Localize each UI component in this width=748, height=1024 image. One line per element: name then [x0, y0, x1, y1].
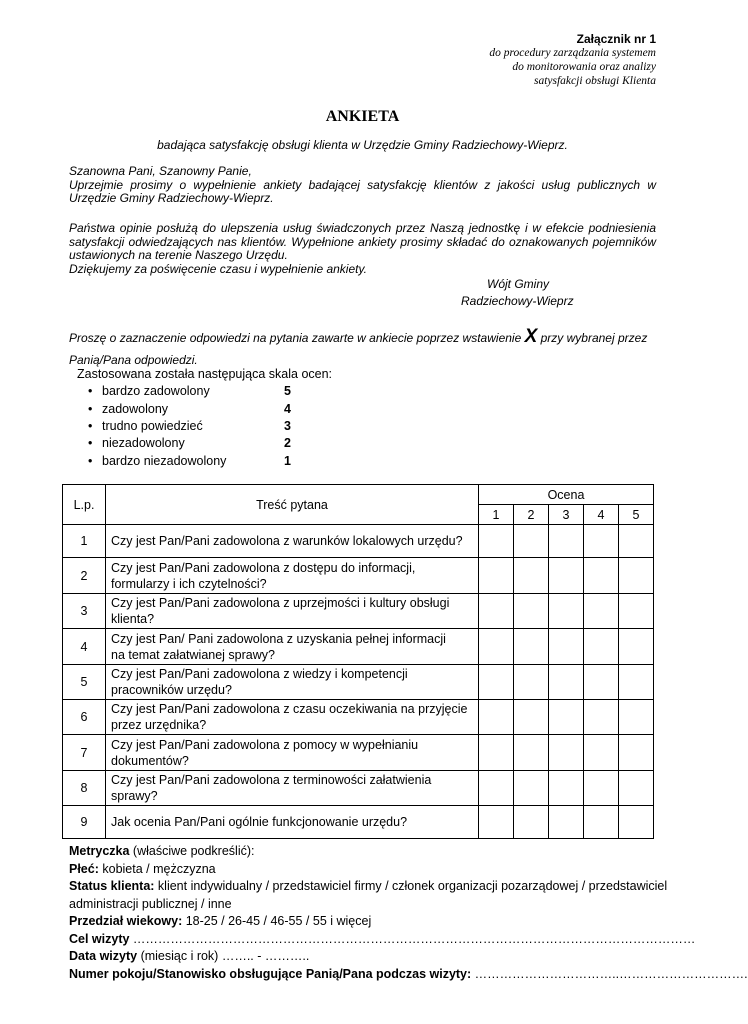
annex-line: satysfakcji obsługi Klienta: [533, 75, 656, 87]
mark-symbol: X: [524, 326, 538, 347]
rating-cell-1[interactable]: [479, 771, 514, 806]
bullet-icon: •: [88, 402, 93, 416]
annex-title: Załącznik nr 1: [576, 32, 656, 46]
instruction-text: Proszę o zaznaczenie odpowiedzi na pytania zawarte w ankiecie poprzez wstawienie: [69, 331, 525, 345]
scale-value: 1: [284, 454, 291, 468]
rating-column-1: 1: [479, 505, 514, 525]
rating-cell-1[interactable]: [479, 735, 514, 771]
date-field[interactable]: (miesiąc i rok) …….. - ………..: [137, 949, 310, 963]
purpose-block: [69, 222, 656, 276]
status-label: Status klienta:: [69, 879, 155, 893]
status-line: [69, 878, 669, 913]
gender-options[interactable]: kobieta / mężczyzna: [98, 861, 216, 876]
rating-cell-5[interactable]: [619, 629, 654, 665]
table-row: [63, 558, 654, 594]
rating-cell-5[interactable]: [619, 525, 654, 558]
rating-cell-2[interactable]: [514, 629, 549, 665]
rating-cell-4[interactable]: [584, 558, 619, 594]
rating-cell-2[interactable]: [514, 771, 549, 806]
rating-cell-5[interactable]: [619, 594, 654, 629]
scale-item: [88, 384, 291, 401]
rating-cell-2[interactable]: [514, 806, 549, 839]
metrics-section: [69, 843, 748, 983]
age-label: Przedział wiekowy:: [69, 914, 183, 928]
question-cell: [106, 525, 479, 558]
rating-cell-1[interactable]: [479, 594, 514, 629]
table-row: [63, 806, 654, 839]
instruction-text: przy wybranej przez Panią/Pana odpowiedzi.: [69, 331, 648, 367]
table-row: [63, 700, 654, 735]
rating-cell-2[interactable]: [514, 700, 549, 735]
rating-cell-3[interactable]: [549, 700, 584, 735]
rating-cell-5[interactable]: [619, 771, 654, 806]
question-text: klienta?: [111, 612, 155, 626]
rating-cell-2[interactable]: [514, 665, 549, 700]
rating-cell-1[interactable]: [479, 629, 514, 665]
question-text: Czy jest Pan/Pani zadowolona z czasu oczekiwania na przyjęcie: [111, 702, 468, 716]
rating-column-4: 4: [584, 505, 619, 525]
rating-cell-3[interactable]: [549, 594, 584, 629]
purpose-field[interactable]: ………………………………………………………………………………………………………………………: [129, 931, 696, 946]
table-row: [63, 735, 654, 771]
rating-cell-5[interactable]: [619, 806, 654, 839]
rating-cell-1[interactable]: [479, 665, 514, 700]
bullet-icon: •: [88, 454, 93, 468]
age-line: [69, 913, 669, 931]
metrics-title-line: [69, 843, 669, 861]
question-text: na temat załatwianej sprawy?: [111, 647, 275, 662]
rating-cell-4[interactable]: [584, 700, 619, 735]
table-row: [63, 594, 654, 629]
question-text: sprawy?: [111, 789, 158, 803]
table-row: [63, 629, 654, 665]
rating-cell-5[interactable]: [619, 700, 654, 735]
scale-value: 4: [284, 402, 291, 416]
header-lp: L.p.: [63, 485, 106, 525]
rating-cell-3[interactable]: [549, 735, 584, 771]
purpose-line: [69, 931, 696, 949]
question-cell: [106, 629, 479, 665]
instruction: [69, 326, 659, 371]
table-header-row: [63, 485, 654, 505]
scale-item: [88, 454, 291, 471]
rating-cell-5[interactable]: [619, 558, 654, 594]
metrics-title: Metryczka: [69, 844, 130, 858]
question-cell: [106, 665, 479, 700]
rating-cell-2[interactable]: [514, 525, 549, 558]
question-cell: [106, 594, 479, 629]
question-text: Czy jest Pan/Pani zadowolona z dostępu do informacji,: [111, 560, 416, 575]
scale-label: bardzo zadowolony: [102, 384, 210, 398]
room-line: [69, 966, 748, 984]
question-cell: [106, 806, 479, 839]
row-number: 9: [63, 806, 106, 839]
gender-label: Płeć:: [69, 861, 99, 876]
scale-label: bardzo niezadowolony: [102, 454, 227, 468]
row-number: 3: [63, 594, 106, 629]
intro-block: [69, 165, 656, 206]
row-number: 5: [63, 665, 106, 700]
rating-cell-5[interactable]: [619, 665, 654, 700]
scale-value: 3: [284, 419, 291, 433]
rating-cell-3[interactable]: [549, 629, 584, 665]
rating-cell-1[interactable]: [479, 700, 514, 735]
rating-cell-3[interactable]: [549, 806, 584, 839]
question-text: formularzy i ich czytelności?: [111, 576, 267, 591]
room-label: Numer pokoju/Stanowisko obsługujące Panią/Pana podczas wizyty:: [69, 966, 472, 981]
status-options[interactable]: klient indywidualny / przedstawiciel firmy / członek organizacji pozarządowej / przedstawiciel administracji publicznej / inne: [69, 879, 668, 911]
document-title: ANKIETA: [325, 108, 400, 125]
row-number: 1: [63, 525, 106, 558]
request-paragraph: Uprzejmie prosimy o wypełnienie ankiety badającej satysfakcję klientów z jakości usług publicznych w Urzędzie Gminy Radziechowy-Wieprz.: [69, 177, 656, 205]
gender-line: [69, 861, 669, 879]
row-number: 8: [63, 771, 106, 806]
greeting: Szanowna Pani, Szanowny Panie,: [69, 164, 252, 178]
rating-cell-1[interactable]: [479, 525, 514, 558]
rating-cell-3[interactable]: [549, 665, 584, 700]
rating-cell-3[interactable]: [549, 558, 584, 594]
rating-cell-4[interactable]: [584, 525, 619, 558]
question-text: pracowników urzędu?: [111, 683, 232, 697]
question-text: Jak ocenia Pan/Pani ogólnie funkcjonowanie urzędu?: [111, 815, 408, 829]
header-rating: Ocena: [479, 485, 654, 505]
question-text: Czy jest Pan/ Pani zadowolona z uzyskania pełnej informacji: [111, 631, 446, 646]
rating-cell-3[interactable]: [549, 525, 584, 558]
rating-cell-1[interactable]: [479, 806, 514, 839]
purpose-label: Cel wizyty: [69, 931, 130, 946]
table-row: [63, 525, 654, 558]
rating-cell-4[interactable]: [584, 629, 619, 665]
question-cell: [106, 558, 479, 594]
bullet-icon: •: [88, 436, 93, 450]
question-cell: [106, 700, 479, 735]
room-field[interactable]: ……………………………..………………………….: [471, 966, 748, 981]
scale-item: [88, 436, 291, 453]
rating-cell-2[interactable]: [514, 594, 549, 629]
scale-item: [88, 402, 291, 419]
rating-cell-4[interactable]: [584, 594, 619, 629]
scale-label: niezadowolony: [102, 436, 185, 450]
rating-cell-3[interactable]: [549, 771, 584, 806]
header-question: Treść pytana: [106, 485, 479, 525]
question-text: dokumentów?: [111, 753, 189, 768]
row-number: 4: [63, 629, 106, 665]
signature-line-2: Radziechowy-Wieprz: [461, 294, 574, 308]
question-text: przez urzędnika?: [111, 718, 207, 732]
scale-label: zadowolony: [102, 402, 169, 416]
question-text: Czy jest Pan/Pani zadowolona z wiedzy i kompetencji: [111, 667, 408, 681]
rating-column-2: 2: [514, 505, 549, 525]
rating-cell-4[interactable]: [584, 806, 619, 839]
row-number: 6: [63, 700, 106, 735]
question-text: Czy jest Pan/Pani zadowolona z pomocy w wypełnianiu: [111, 737, 419, 752]
metrics-note: (właściwe podkreślić):: [129, 844, 255, 858]
rating-cell-1[interactable]: [479, 558, 514, 594]
thanks-line: Dziękujemy za poświęcenie czasu i wypełnienie ankiety.: [69, 261, 367, 276]
date-line: [69, 948, 669, 966]
scale-value: 5: [284, 384, 291, 398]
date-label: Data wizyty: [69, 949, 138, 963]
purpose-paragraph: Państwa opinie posłużą do ulepszenia usług świadczonych przez Naszą jednostkę i w efekcie podniesienia satysfakcji odwiedzających nas klientów. Wypełnione ankiety prosimy składać do oznakowanych pojemników ustawionych na terenie Naszego Urzędu.: [69, 221, 656, 262]
rating-column-5: 5: [619, 505, 654, 525]
bullet-icon: •: [88, 384, 93, 398]
scale-intro: Zastosowana została następująca skala ocen:: [77, 367, 333, 381]
table-row: [63, 771, 654, 806]
annex-line: do monitorowania oraz analizy: [512, 61, 656, 73]
row-number: 7: [63, 735, 106, 771]
rating-cell-4[interactable]: [584, 771, 619, 806]
survey-table: [62, 484, 654, 839]
question-cell: [106, 735, 479, 771]
document-subtitle: badająca satysfakcję obsługi klienta w Urzędzie Gminy Radziechowy-Wieprz.: [157, 138, 568, 152]
rating-cell-4[interactable]: [584, 735, 619, 771]
scale-item: [88, 419, 291, 436]
signature-line-1: Wójt Gminy: [487, 277, 550, 291]
bullet-icon: •: [88, 419, 93, 433]
scale-label: trudno powiedzieć: [102, 419, 203, 433]
scale-value: 2: [284, 436, 291, 450]
question-text: Czy jest Pan/Pani zadowolona z terminowości załatwienia: [111, 773, 432, 787]
question-text: Czy jest Pan/Pani zadowolona z uprzejmości i kultury obsługi: [111, 596, 450, 610]
rating-cell-5[interactable]: [619, 735, 654, 771]
rating-cell-2[interactable]: [514, 558, 549, 594]
rating-cell-2[interactable]: [514, 735, 549, 771]
annex-line: do procedury zarządzania systemem: [489, 47, 656, 59]
table-row: [63, 665, 654, 700]
age-options[interactable]: 18-25 / 26-45 / 46-55 / 55 i więcej: [182, 914, 372, 928]
rating-column-3: 3: [549, 505, 584, 525]
row-number: 2: [63, 558, 106, 594]
question-text: Czy jest Pan/Pani zadowolona z warunków lokalowych urzędu?: [111, 534, 463, 548]
rating-cell-4[interactable]: [584, 665, 619, 700]
annex-header: [489, 32, 656, 88]
question-cell: [106, 771, 479, 806]
